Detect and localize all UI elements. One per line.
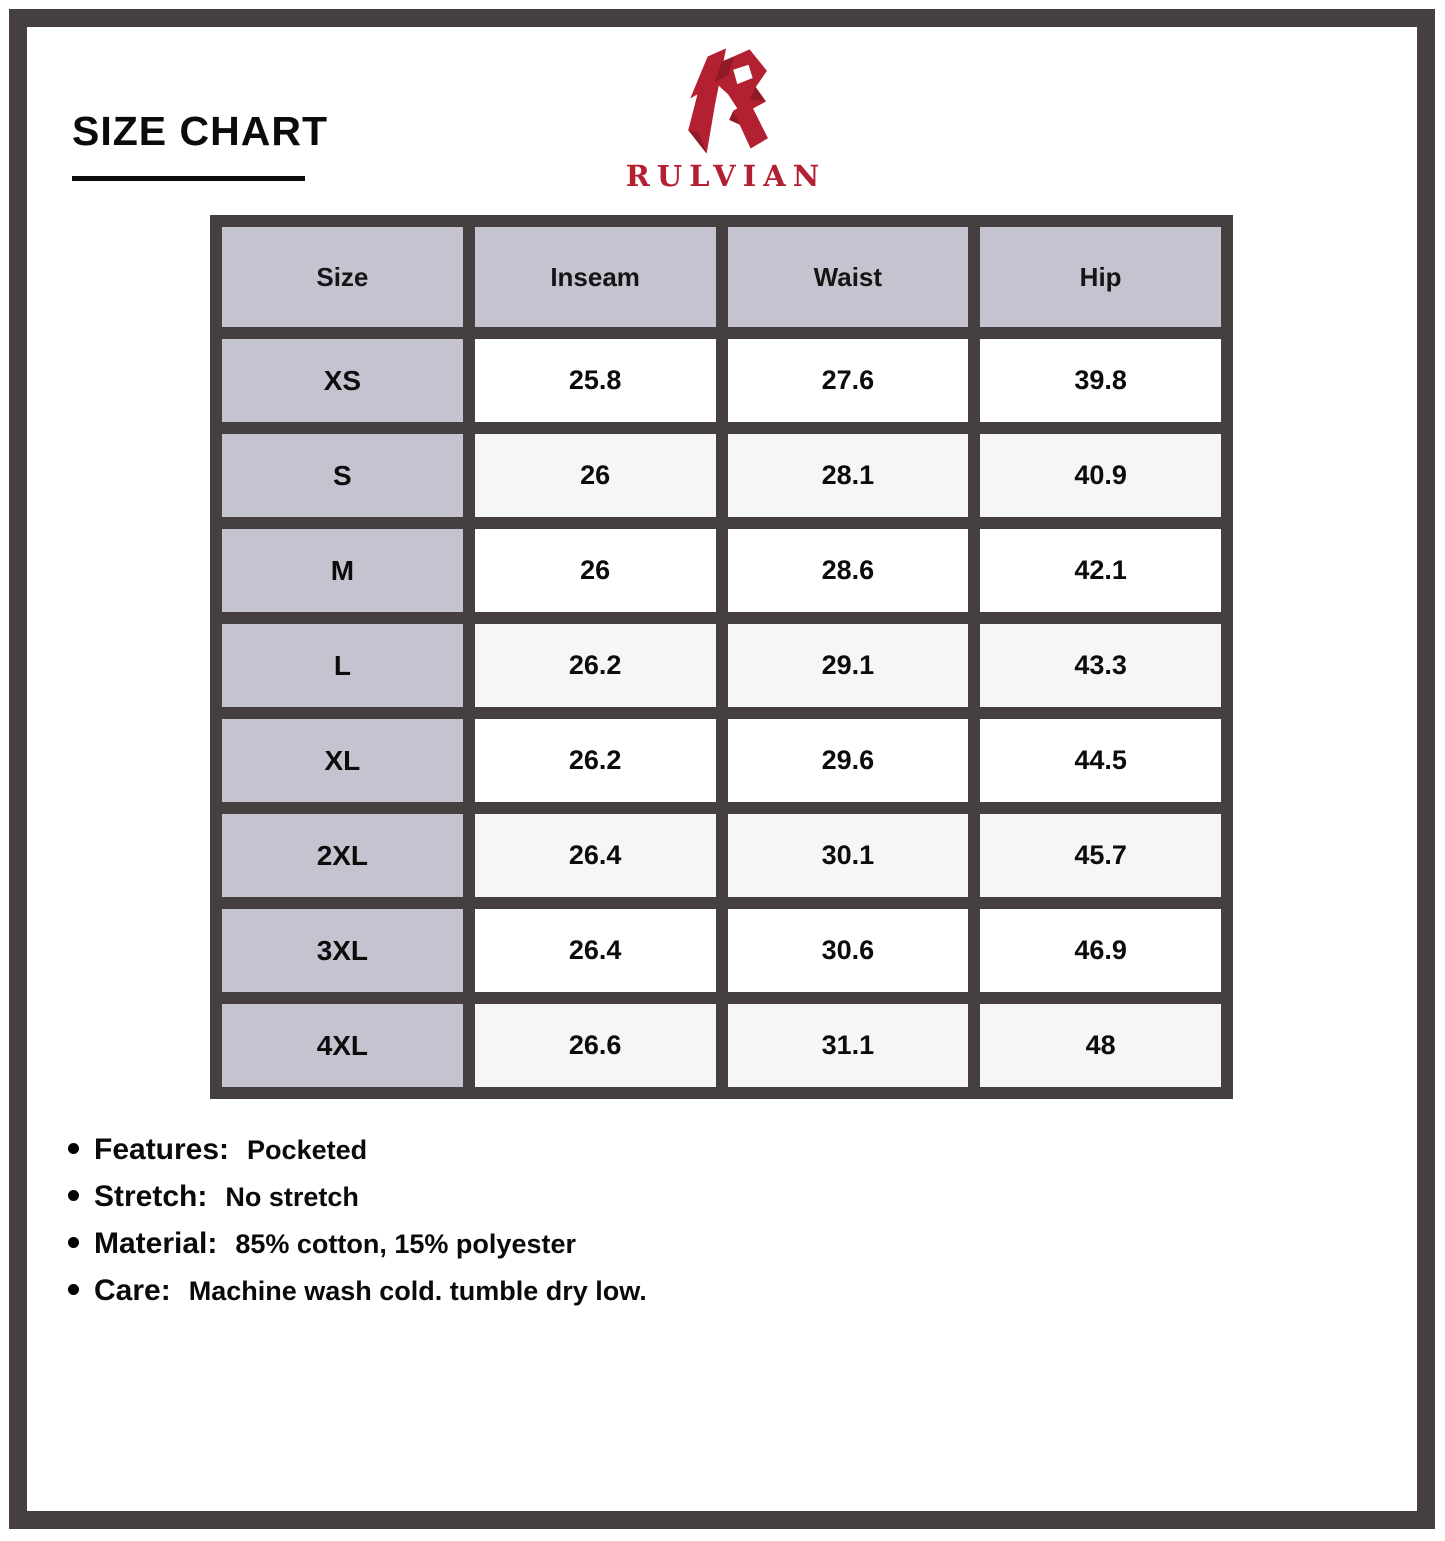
page-title: SIZE CHART [72, 108, 328, 154]
detail-label: Care: [94, 1274, 171, 1307]
hip-cell: 48 [980, 1004, 1221, 1087]
list-item [68, 1274, 647, 1308]
brand-logo [0, 48, 1445, 193]
detail-label: Stretch: [94, 1180, 208, 1213]
size-label-cell: 2XL [222, 814, 463, 897]
inseam-cell: 26.6 [475, 1004, 716, 1087]
inseam-cell: 26.2 [475, 624, 716, 707]
table-row [222, 909, 1221, 992]
inseam-cell: 26.4 [475, 814, 716, 897]
waist-cell: 29.6 [728, 719, 969, 802]
waist-cell: 30.6 [728, 909, 969, 992]
detail-value: No stretch [225, 1182, 359, 1212]
brand-wordmark: RULVIAN [625, 159, 827, 193]
size-chart-table [210, 215, 1233, 1099]
detail-label: Features: [94, 1133, 230, 1166]
table-row [222, 434, 1221, 517]
size-label-cell: L [222, 624, 463, 707]
table-row [222, 339, 1221, 422]
inseam-cell: 26.4 [475, 909, 716, 992]
column-header-size: Size [222, 227, 463, 327]
column-header-waist: Waist [728, 227, 969, 327]
table-header-row [222, 227, 1221, 327]
waist-cell: 29.1 [728, 624, 969, 707]
list-item [68, 1180, 647, 1214]
list-item [68, 1227, 647, 1261]
inseam-cell: 26 [475, 434, 716, 517]
hip-cell: 44.5 [980, 719, 1221, 802]
hip-cell: 40.9 [980, 434, 1221, 517]
hip-cell: 42.1 [980, 529, 1221, 612]
inseam-cell: 26.2 [475, 719, 716, 802]
detail-label: Material: [94, 1227, 218, 1260]
bullet-icon [68, 1237, 79, 1248]
table-row [222, 1004, 1221, 1087]
bullet-icon [68, 1143, 79, 1154]
detail-value: Machine wash cold. tumble dry low. [188, 1276, 647, 1306]
column-header-hip: Hip [980, 227, 1221, 327]
size-label-cell: XL [222, 719, 463, 802]
inseam-cell: 25.8 [475, 339, 716, 422]
product-details-list [68, 1133, 647, 1321]
inseam-cell: 26 [475, 529, 716, 612]
size-label-cell: XS [222, 339, 463, 422]
detail-value: Pocketed [247, 1135, 368, 1165]
bullet-icon [68, 1190, 79, 1201]
waist-cell: 31.1 [728, 1004, 969, 1087]
size-label-cell: 4XL [222, 1004, 463, 1087]
hip-cell: 39.8 [980, 339, 1221, 422]
waist-cell: 28.6 [728, 529, 969, 612]
size-label-cell: S [222, 434, 463, 517]
table-row [222, 719, 1221, 802]
table-row [222, 624, 1221, 707]
table-row [222, 529, 1221, 612]
size-label-cell: 3XL [222, 909, 463, 992]
size-label-cell: M [222, 529, 463, 612]
bullet-icon [68, 1284, 79, 1295]
column-header-inseam: Inseam [475, 227, 716, 327]
waist-cell: 27.6 [728, 339, 969, 422]
hip-cell: 43.3 [980, 624, 1221, 707]
waist-cell: 30.1 [728, 814, 969, 897]
hip-cell: 45.7 [980, 814, 1221, 897]
detail-value: 85% cotton, 15% polyester [235, 1229, 576, 1259]
list-item [68, 1133, 647, 1167]
table-row [222, 814, 1221, 897]
waist-cell: 28.1 [728, 434, 969, 517]
angular-r-monogram-icon [677, 48, 769, 156]
hip-cell: 46.9 [980, 909, 1221, 992]
